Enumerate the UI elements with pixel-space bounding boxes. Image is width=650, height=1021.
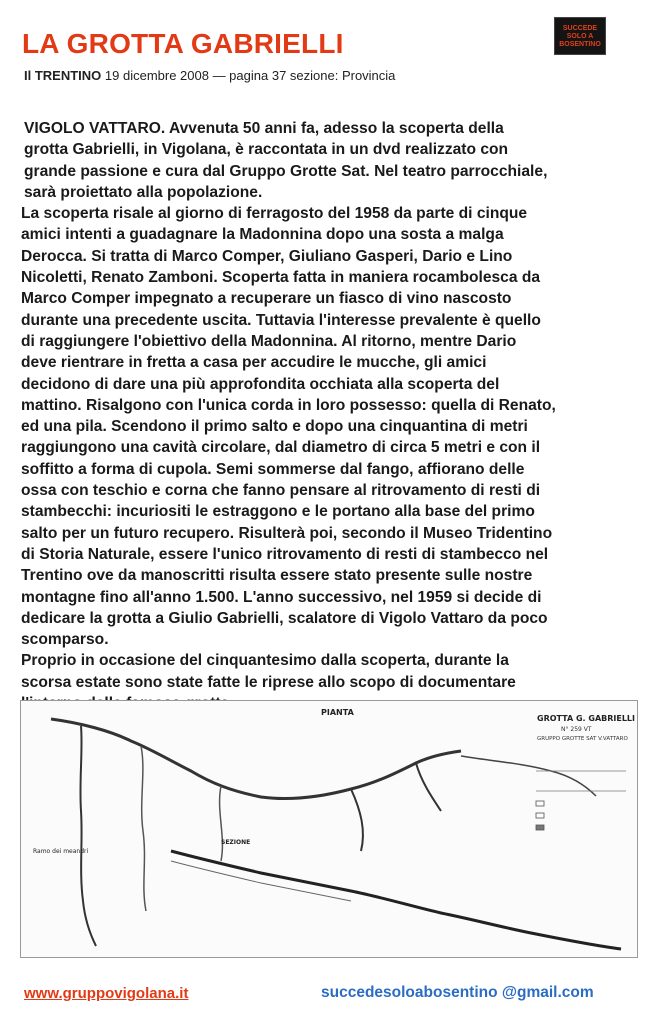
source-line <box>24 68 395 83</box>
section-passage <box>171 851 621 949</box>
section-label: SEZIONE <box>221 839 251 846</box>
logo-line: SOLO A <box>566 33 594 40</box>
plan-branch <box>220 786 223 861</box>
article-paragraph: Proprio in occasione del cinquantesimo dalla scoperta, durante la scorsa estate sono state fatte le riprese allo scopo di documentare <box>21 652 516 691</box>
legend-symbol <box>536 825 544 830</box>
article-body <box>21 118 633 714</box>
branch-label: Ramo dei meandri <box>33 848 89 855</box>
plan-passage-end <box>461 756 596 796</box>
succede-solo-a-bosentino-logo <box>554 17 606 55</box>
date-page-section: 19 dicembre 2008 — pagina 37 sezione: Provincia <box>101 68 396 83</box>
section-floor <box>171 861 351 901</box>
email-link[interactable]: succedesoloabosentino @gmail.com <box>321 984 594 1001</box>
survey-number: N° 259 VT <box>561 726 592 733</box>
plan-branch <box>351 789 363 851</box>
plan-branch <box>416 763 441 811</box>
logo-line: SUCCEDE <box>562 25 598 32</box>
cave-survey-map <box>20 700 638 958</box>
survey-title: GROTTA G. GABRIELLI <box>537 714 635 723</box>
article-paragraph: VIGOLO VATTARO. Avvenuta 50 anni fa, adesso la scoperta della grotta Gabrielli, in Vigolana, è raccontata in un dvd realizzato con grande passione e cura dal Gruppo Grotte Sat. Nel teatro parrocchiale, sarà proiettato alla popolazione. <box>24 120 548 201</box>
newspaper-name: Il TRENTINO <box>24 68 102 83</box>
legend-symbol <box>536 813 544 818</box>
legend-symbol <box>536 801 544 806</box>
logo-line: BOSENTINO <box>559 41 601 48</box>
cave-survey-drawing <box>21 701 637 957</box>
meander-branch <box>80 726 96 946</box>
article-paragraph: La scoperta risale al giorno di ferragosto del 1958 da parte di cinque amici intenti a guadagnare la Madonnina dopo una sosta a malga Derocca. Si tratta di Marco Comper, Giuliano Gasperi, Dario e Lino Nicoletti, Renato Zamboni. Scoperta fatta in maniera rocambolesca da Marco Comper impegnato a recuperare un fiasco di vino nascosto durante una precedente uscita. Tuttavia l'interesse prevalente è quello di raggiungere l'obiettivo della Madonnina. Al ritorno, mentre Dario deve rientrare in fretta a casa per accudire le mucche, gli amici decidono di dare una più approfondita occhiata alla scoperta del mattino. Risalgono con l'unica corda in loro possesso: quella di Renato, ed una pila. Scendono il primo salto e dopo una cinquantina di metri raggiungono una cavità circolare, dal diametro di circa 5 metri e con il soffitto a forma di cupola. Semi sommerse dal fango, affiorano delle ossa con teschio e corna che fanno pensare al ritrovamento di resti di stambecchi: incuriositi le estraggono e le portano alla base del primo salto per un futuro recupero. Risulterà poi, secondo il Museo Tridentino di Storia Naturale, essere l'unico ritrovamento di resti di stambecco nel Trentino ove da manoscritti risulta essere stato presente sulle nostre montagne fino all'anno 1.500. L'anno successivo, nel 1959 si decide di dedicare la grotta a Giulio Gabrielli, scalatore di Vigolo Vattaro da poco scomparso. <box>21 205 556 649</box>
survey-group: GRUPPO GROTTE SAT V.VATTARO <box>537 736 628 742</box>
website-link[interactable]: www.gruppovigolana.it <box>24 985 189 1002</box>
page-title: LA GROTTA GABRIELLI <box>22 28 344 59</box>
plan-passage <box>51 719 461 799</box>
meander-branch <box>141 746 146 911</box>
plan-label: PIANTA <box>321 708 354 717</box>
